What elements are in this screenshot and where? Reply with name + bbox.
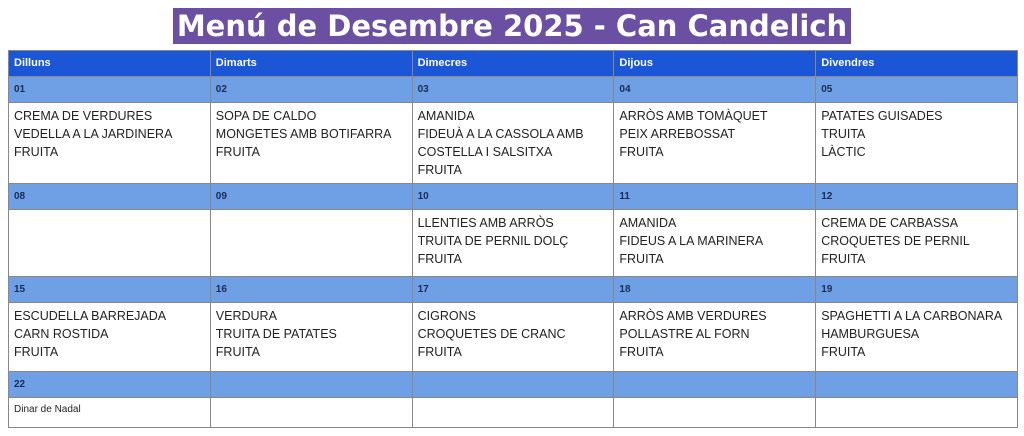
menu-cell	[210, 303, 412, 372]
menu-cell	[9, 398, 211, 428]
menu-item: LLENTIES AMB ARRÒS	[417, 216, 554, 230]
menu-item: FRUITA	[14, 145, 59, 159]
menu-cell	[210, 398, 412, 428]
menu-item: LÀCTIC	[821, 145, 866, 159]
menu-item: FRUITA	[821, 252, 866, 266]
date-row	[9, 184, 1018, 210]
weekday-header: Divendres	[816, 51, 1018, 77]
date-cell: 17	[412, 277, 614, 303]
menu-item: FRUITA	[619, 252, 664, 266]
menu-cell	[614, 303, 816, 372]
menu-item: FRUITA	[821, 345, 866, 359]
date-cell	[412, 372, 614, 398]
menu-item: FRUITA	[215, 145, 261, 159]
menu-item: FRUITA	[619, 145, 664, 159]
date-cell: 15	[9, 277, 211, 303]
date-cell: 12	[816, 184, 1018, 210]
date-cell: 02	[210, 77, 412, 103]
date-cell: 16	[210, 277, 412, 303]
date-cell	[816, 372, 1018, 398]
weekday-header-row	[9, 51, 1018, 77]
menu-item: Dinar de Nadal	[14, 404, 81, 415]
menu-item: CREMA DE VERDURES	[14, 109, 153, 123]
date-cell: 01	[9, 77, 211, 103]
date-cell: 11	[614, 184, 816, 210]
menu-item: FRUITA	[417, 252, 462, 266]
menu-cell	[412, 398, 614, 428]
weeks-body	[9, 77, 1018, 428]
menu-cell	[412, 103, 614, 184]
date-cell: 10	[412, 184, 614, 210]
date-row	[9, 277, 1018, 303]
menu-cell	[412, 303, 614, 372]
menu-row	[9, 210, 1018, 277]
menu-cell	[816, 303, 1018, 372]
menu-item: PATATES GUISADES	[821, 109, 943, 123]
weekday-header: Dilluns	[9, 51, 211, 77]
menu-cell	[614, 210, 816, 277]
menu-item: VERDURA	[215, 309, 277, 323]
menu-item: FIDEUS A LA MARINERA	[619, 234, 764, 248]
menu-row	[9, 303, 1018, 372]
menu-item: AMANIDA	[417, 109, 475, 123]
menu-cell	[614, 103, 816, 184]
menu-item: FRUITA	[215, 345, 261, 359]
menu-row	[9, 103, 1018, 184]
menu-item: ARRÒS AMB TOMÀQUET	[619, 109, 768, 123]
menu-item: CROQUETES DE PERNIL	[821, 234, 970, 248]
weekday-header: Dimecres	[412, 51, 614, 77]
menu-item: COSTELLA I SALSITXA	[417, 145, 553, 159]
date-cell: 19	[816, 277, 1018, 303]
menu-item: ESCUDELLA BARREJADA	[14, 309, 167, 323]
menu-item: FRUITA	[14, 345, 59, 359]
date-cell	[614, 372, 816, 398]
date-cell: 09	[210, 184, 412, 210]
menu-cell	[9, 210, 211, 277]
date-cell: 22	[9, 372, 211, 398]
menu-item: VEDELLA A LA JARDINERA	[14, 127, 173, 141]
date-cell	[210, 372, 412, 398]
date-cell: 05	[816, 77, 1018, 103]
menu-item: SPAGHETTI A LA CARBONARA	[821, 309, 1003, 323]
menu-item: CIGRONS	[417, 309, 476, 323]
date-cell: 18	[614, 277, 816, 303]
menu-item: SOPA DE CALDO	[215, 109, 317, 123]
menu-row	[9, 398, 1018, 428]
menu-item: TRUITA DE PATATES	[215, 327, 337, 341]
menu-item: TRUITA DE PERNIL DOLÇ	[417, 234, 569, 248]
page-title: Menú de Desembre 2025 - Can Candelich	[173, 8, 851, 44]
menu-cell	[412, 210, 614, 277]
menu-item: HAMBURGUESA	[821, 327, 920, 341]
menu-item: FRUITA	[417, 163, 462, 177]
date-row	[9, 372, 1018, 398]
menu-cell	[9, 303, 211, 372]
menu-cell	[816, 398, 1018, 428]
menu-item: ARRÒS AMB VERDURES	[619, 309, 767, 323]
menu-cell	[210, 210, 412, 277]
menu-cell	[614, 398, 816, 428]
menu-item: AMANIDA	[619, 216, 677, 230]
menu-item: PEIX ARREBOSSAT	[619, 127, 736, 141]
date-cell: 03	[412, 77, 614, 103]
title-wrap	[0, 8, 1024, 44]
date-row	[9, 77, 1018, 103]
menu-calendar	[8, 50, 1018, 428]
menu-cell	[816, 103, 1018, 184]
menu-cell	[816, 210, 1018, 277]
menu-cell	[210, 103, 412, 184]
menu-item: CREMA DE CARBASSA	[821, 216, 959, 230]
menu-item: TRUITA	[821, 127, 866, 141]
menu-item: CARN ROSTIDA	[14, 327, 109, 341]
menu-item: FRUITA	[417, 345, 462, 359]
menu-item: MONGETES AMB BOTIFARRA	[215, 127, 392, 141]
menu-item: FRUITA	[619, 345, 664, 359]
weekday-header: Dijous	[614, 51, 816, 77]
weekday-header: Dimarts	[210, 51, 412, 77]
menu-cell	[9, 103, 211, 184]
menu-item: CROQUETES DE CRANC	[417, 327, 566, 341]
menu-item: FIDEUÀ A LA CASSOLA AMB	[417, 127, 584, 141]
date-cell: 08	[9, 184, 211, 210]
menu-item: POLLASTRE AL FORN	[619, 327, 750, 341]
date-cell: 04	[614, 77, 816, 103]
